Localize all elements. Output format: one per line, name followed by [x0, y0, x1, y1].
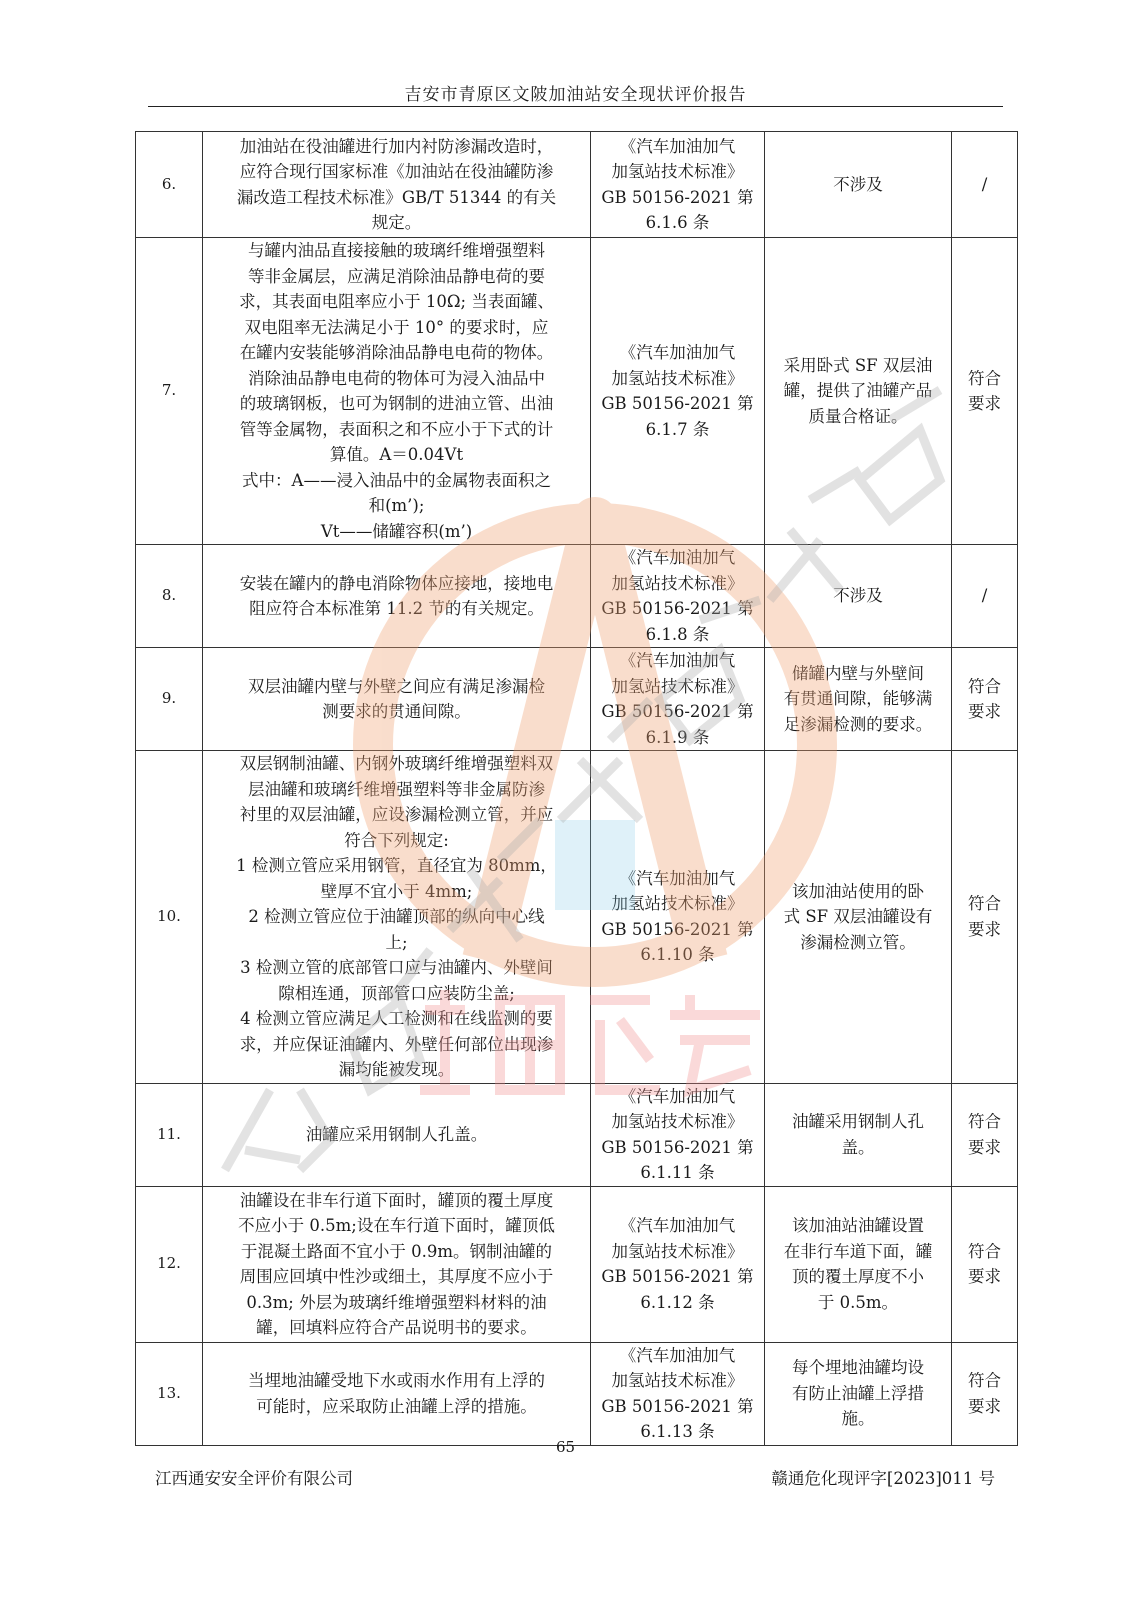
requirement-text-line: 安装在罐内的静电消除物体应接地，接地电: [239, 573, 554, 593]
requirement-text-line: 隙相连通，顶部管口应装防尘盖;: [278, 983, 515, 1003]
evaluation-result-cell: [952, 132, 1018, 238]
requirement-text-line: 求，其表面电阻率应小于 10Ω; 当表面罐、: [239, 292, 554, 311]
standard-basis-line: 《汽车加油加气: [619, 868, 736, 888]
standard-basis-line: 加氢站技术标准》: [611, 1241, 744, 1261]
evaluation-table: [135, 131, 1018, 1446]
actual-situation-cell: [765, 1186, 952, 1342]
evaluation-result-line: 符合: [968, 1112, 1001, 1131]
standard-basis-line: 《汽车加油加气: [619, 651, 736, 670]
standard-basis-line: 加氢站技术标准》: [611, 368, 744, 388]
standard-basis-line: GB 50156-2021 第: [601, 1267, 754, 1286]
requirement-text-line: 双电阻率无法满足小于 10° 的要求时，应: [244, 317, 549, 337]
evaluation-result-line: 要求: [968, 1137, 1001, 1157]
evaluation-result-cell: [952, 1186, 1018, 1342]
standard-basis-line: 加氢站技术标准》: [611, 894, 744, 914]
requirement-text-line: 不应小于 0.5m;设在车行道下面时，罐顶低: [238, 1216, 555, 1235]
requirement-text-cell: [203, 751, 591, 1084]
footer-company: 江西通安安全评价有限公司: [155, 1469, 353, 1488]
standard-basis-cell: [591, 1186, 765, 1342]
requirement-text-line: 于混凝土路面不宜小于 0.9m。钢制油罐的: [240, 1241, 553, 1261]
standard-basis-cell: [591, 1083, 765, 1186]
requirement-text-line: 层油罐和玻璃纤维增强塑料等非金属防渗: [248, 779, 545, 799]
standard-basis-line: 《汽车加油加气: [619, 548, 736, 567]
actual-situation-line: 有贯通间隙，能够满: [783, 689, 933, 709]
evaluation-result-cell: [952, 238, 1018, 545]
actual-situation-line: 于 0.5m。: [817, 1292, 899, 1312]
requirement-text-cell: [203, 1342, 591, 1445]
actual-situation-line: 罐，提供了油罐产品: [783, 381, 933, 401]
requirement-text-line: 应符合现行国家标准《加油站在役油罐防渗: [239, 162, 554, 181]
actual-situation-line: 施。: [841, 1409, 875, 1429]
standard-basis-cell: [591, 132, 765, 238]
requirement-text-line: 上;: [385, 932, 408, 952]
actual-situation-cell: [765, 648, 952, 751]
standard-basis-line: GB 50156-2021 第: [601, 919, 754, 939]
evaluation-result-line: 符合: [968, 676, 1001, 696]
standard-basis-cell: [591, 238, 765, 545]
actual-situation-line: 在非行车道下面，罐: [783, 1241, 933, 1261]
table-row: [136, 132, 1018, 238]
table-row: [136, 545, 1018, 648]
item-number-cell: 7.: [136, 238, 203, 545]
standard-basis-line: 加氢站技术标准》: [611, 676, 744, 696]
standard-basis-line: 加氢站技术标准》: [611, 1371, 744, 1390]
evaluation-result-cell: [952, 545, 1018, 648]
requirement-text-line: 可能时，应采取防止油罐上浮的措施。: [256, 1396, 537, 1416]
requirement-text-line: 式中：A——浸入油品中的金属物表面积之: [242, 470, 551, 490]
standard-basis-line: 《汽车加油加气: [619, 1345, 736, 1365]
page-header-title: 吉安市青原区文陂加油站安全现状评价报告: [404, 85, 747, 105]
requirement-text-line: 管等金属物，表面积之和不应小于下式的计: [239, 419, 554, 439]
table-row: [136, 648, 1018, 751]
evaluation-result-line: 符合: [968, 368, 1001, 388]
item-number-cell: 9.: [136, 648, 203, 751]
actual-situation-cell: [765, 1083, 952, 1186]
requirement-text-cell: [203, 1186, 591, 1342]
requirement-text-line: 阻应符合本标准第 11.2 节的有关规定。: [249, 599, 544, 618]
page-number: 65: [555, 1438, 576, 1456]
actual-situation-cell: [765, 238, 952, 545]
standard-basis-cell: [591, 545, 765, 648]
standard-basis-line: GB 50156-2021 第: [601, 1396, 754, 1416]
requirement-text-line: 在罐内安装能够消除油品静电电荷的物体。: [239, 343, 554, 362]
standard-basis-line: 《汽车加油加气: [619, 1216, 736, 1235]
actual-situation-line: 采用卧式 SF 双层油: [783, 355, 933, 375]
standard-basis-line: 6.1.12 条: [640, 1292, 715, 1312]
table-row: [136, 1342, 1018, 1445]
requirement-text-line: 漏均能被发现。: [338, 1060, 455, 1079]
actual-situation-line: 渗漏检测立管。: [800, 932, 916, 952]
standard-basis-cell: [591, 1342, 765, 1445]
standard-basis-line: GB 50156-2021 第: [601, 1137, 754, 1157]
actual-situation-line: 盖。: [841, 1137, 875, 1157]
footer-document-number: 赣通危化现评字[2023]011 号: [771, 1469, 995, 1488]
requirement-text-line: 与罐内油品直接接触的玻璃纤维增强塑料: [248, 241, 545, 260]
requirement-text-line: 周围应回填中性沙或细土，其厚度不应小于: [239, 1267, 554, 1286]
actual-situation-cell: [765, 1342, 952, 1445]
item-number-cell: 6.: [136, 132, 203, 238]
table-row: [136, 751, 1018, 1084]
requirement-text-cell: [203, 132, 591, 238]
item-number-cell: 10.: [136, 751, 203, 1084]
item-number-cell: 11.: [136, 1083, 203, 1186]
evaluation-result-line: /: [981, 586, 988, 606]
standard-basis-line: 6.1.7 条: [645, 419, 710, 439]
evaluation-result-line: 要求: [968, 919, 1001, 939]
requirement-text-cell: [203, 648, 591, 751]
requirement-text-line: 和(m’);: [368, 496, 425, 515]
requirement-text-line: 符合下列规定:: [344, 830, 449, 850]
requirement-text-line: 双层钢制油罐、内钢外玻璃纤维增强塑料双: [239, 754, 554, 773]
actual-situation-line: 顶的覆土厚度不小: [792, 1267, 924, 1286]
requirement-text-line: 衬里的双层油罐，应设渗漏检测立管，并应: [239, 805, 554, 824]
requirement-text-line: 算值。A＝0.04Vt: [329, 445, 464, 464]
item-number-cell: 13.: [136, 1342, 203, 1445]
evaluation-result-line: 要求: [968, 394, 1001, 413]
requirement-text-cell: [203, 1083, 591, 1186]
item-number-cell: 8.: [136, 545, 203, 648]
table-row: [136, 1083, 1018, 1186]
requirement-text-line: 求，并应保证油罐内、外壁任何部位出现渗: [239, 1034, 554, 1054]
requirement-text-line: 4 检测立管应满足人工检测和在线监测的要: [240, 1009, 553, 1028]
standard-basis-line: 6.1.10 条: [640, 945, 715, 965]
item-number-cell: 12.: [136, 1186, 203, 1342]
table-row: [136, 1186, 1018, 1342]
requirement-text-line: 消除油品静电电荷的物体可为浸入油品中: [248, 368, 545, 388]
requirement-text-line: 壁厚不宜小于 4mm;: [320, 881, 473, 901]
requirement-text-line: 加油站在役油罐进行加内衬防渗漏改造时，: [239, 136, 554, 156]
standard-basis-line: 加氢站技术标准》: [611, 1112, 744, 1131]
actual-situation-line: 不涉及: [833, 586, 883, 606]
actual-situation-line: 足渗漏检测的要求。: [783, 714, 933, 734]
evaluation-result-line: 符合: [968, 894, 1001, 914]
requirement-text-line: 当埋地油罐受地下水或雨水作用有上浮的: [248, 1371, 545, 1390]
standard-basis-line: 6.1.9 条: [645, 727, 710, 747]
actual-situation-cell: [765, 132, 952, 238]
evaluation-result-cell: [952, 751, 1018, 1084]
requirement-text-line: 测要求的贯通间隙。: [322, 702, 471, 721]
requirement-text-line: 0.3m; 外层为玻璃纤维增强塑料材料的油: [246, 1292, 547, 1312]
evaluation-result-line: 要求: [968, 702, 1001, 721]
actual-situation-line: 油罐采用钢制人孔: [792, 1112, 924, 1131]
evaluation-result-line: 要求: [968, 1396, 1001, 1416]
standard-basis-line: 6.1.8 条: [645, 624, 710, 644]
actual-situation-line: 该加油站使用的卧: [792, 881, 924, 901]
standard-basis-line: GB 50156-2021 第: [601, 394, 754, 413]
header-divider: [148, 106, 1003, 107]
standard-basis-line: 6.1.13 条: [640, 1422, 715, 1441]
standard-basis-line: GB 50156-2021 第: [601, 187, 754, 207]
requirement-text-line: 的玻璃钢板，也可为钢制的进油立管、出油: [239, 394, 554, 413]
requirement-text-line: 3 检测立管的底部管口应与油罐内、外壁间: [240, 958, 553, 977]
actual-situation-cell: [765, 545, 952, 648]
requirement-text-line: 罐，回填料应符合产品说明书的要求。: [256, 1318, 537, 1337]
actual-situation-line: 储罐内壁与外壁间: [792, 663, 924, 683]
standard-basis-line: 《汽车加油加气: [619, 1086, 736, 1106]
requirement-text-line: 双层油罐内壁与外壁之间应有满足渗漏检: [248, 676, 545, 696]
actual-situation-line: 有防止油罐上浮措: [792, 1383, 924, 1403]
standard-basis-cell: [591, 648, 765, 751]
evaluation-result-cell: [952, 648, 1018, 751]
actual-situation-line: 每个埋地油罐均设: [792, 1358, 924, 1378]
requirement-text-line: 等非金属层，应满足消除油品静电荷的要: [248, 266, 545, 286]
table-row: [136, 238, 1018, 545]
standard-basis-line: 6.1.6 条: [645, 213, 710, 232]
evaluation-result-line: 符合: [968, 1241, 1001, 1261]
evaluation-result-line: 符合: [968, 1371, 1001, 1390]
requirement-text-cell: [203, 545, 591, 648]
standard-basis-line: 加氢站技术标准》: [611, 162, 744, 181]
requirement-text-line: 1 检测立管应采用钢管，直径宜为 80mm，: [236, 856, 557, 875]
requirement-text-line: 油罐设在非车行道下面时，罐顶的覆土厚度: [239, 1190, 554, 1210]
requirement-text-line: 漏改造工程技术标准》GB/T 51344 的有关: [236, 187, 557, 207]
standard-basis-cell: [591, 751, 765, 1084]
evaluation-result-line: 要求: [968, 1267, 1001, 1286]
actual-situation-line: 该加油站油罐设置: [792, 1216, 924, 1235]
standard-basis-line: 《汽车加油加气: [619, 343, 736, 362]
standard-basis-line: 加氢站技术标准》: [611, 573, 744, 593]
requirement-text-line: 规定。: [371, 213, 422, 232]
standard-basis-line: 《汽车加油加气: [619, 136, 736, 156]
requirement-text-line: 2 检测立管应位于油罐顶部的纵向中心线: [248, 907, 545, 926]
evaluation-result-cell: [952, 1083, 1018, 1186]
requirement-text-line: 油罐应采用钢制人孔盖。: [305, 1124, 488, 1144]
evaluation-result-cell: [952, 1342, 1018, 1445]
standard-basis-line: GB 50156-2021 第: [601, 599, 754, 618]
actual-situation-line: 不涉及: [833, 174, 883, 194]
standard-basis-line: 6.1.11 条: [640, 1163, 715, 1182]
requirement-text-line: Vt——储罐容积(m’): [320, 521, 473, 541]
requirement-text-cell: [203, 238, 591, 545]
actual-situation-cell: [765, 751, 952, 1084]
standard-basis-line: GB 50156-2021 第: [601, 702, 754, 721]
evaluation-result-line: /: [981, 174, 988, 194]
actual-situation-line: 式 SF 双层油罐设有: [783, 907, 933, 926]
actual-situation-line: 质量合格证。: [808, 406, 908, 426]
